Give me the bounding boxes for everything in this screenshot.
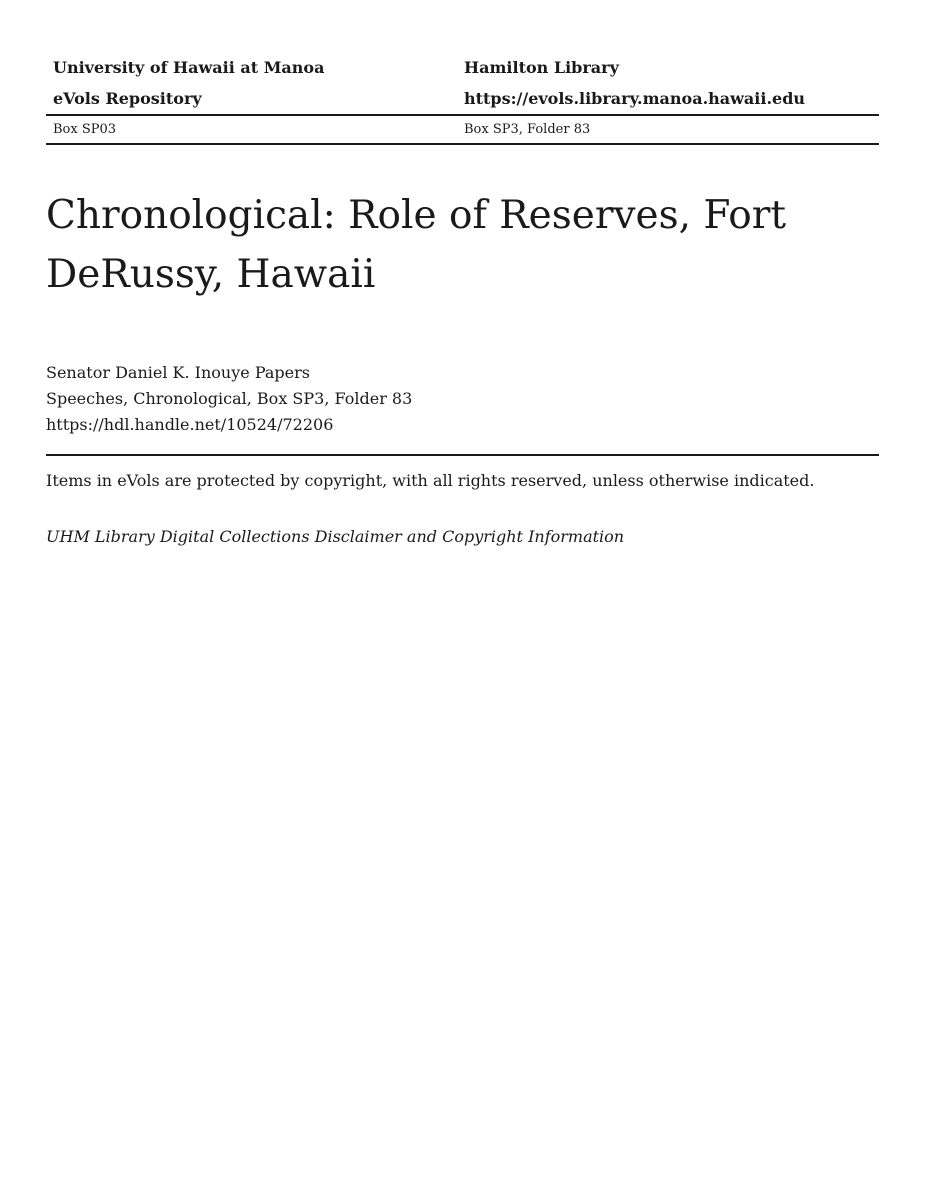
header-row-2 bbox=[46, 83, 879, 114]
document-title: Chronological: Role of Reserves, Fort DeRussy, Hawaii bbox=[46, 193, 787, 297]
disclaimer-link[interactable]: UHM Library Digital Collections Disclaimer and Copyright Information bbox=[46, 527, 625, 546]
repository-url[interactable]: https://evols.library.manoa.hawaii.edu bbox=[464, 89, 806, 108]
header-row-1 bbox=[46, 52, 879, 83]
collection-name: Senator Daniel K. Inouye Papers bbox=[46, 363, 310, 382]
repository-name: eVols Repository bbox=[53, 89, 202, 108]
rights-statement: Items in eVols are protected by copyright, with all rights reserved, unless otherwise indicated. bbox=[46, 471, 815, 490]
institution-name: University of Hawaii at Manoa bbox=[53, 58, 325, 77]
box-label: Box SP03 bbox=[53, 122, 117, 137]
library-name: Hamilton Library bbox=[464, 58, 619, 77]
handle-link[interactable]: https://hdl.handle.net/10524/72206 bbox=[46, 415, 334, 434]
footer-divider bbox=[46, 454, 879, 456]
box-row bbox=[46, 116, 879, 143]
series-info: Speeches, Chronological, Box SP3, Folder 83 bbox=[46, 389, 413, 408]
document-metadata bbox=[46, 360, 412, 438]
header bbox=[46, 52, 879, 145]
box-folder-label: Box SP3, Folder 83 bbox=[464, 122, 591, 137]
box-divider bbox=[46, 143, 879, 145]
